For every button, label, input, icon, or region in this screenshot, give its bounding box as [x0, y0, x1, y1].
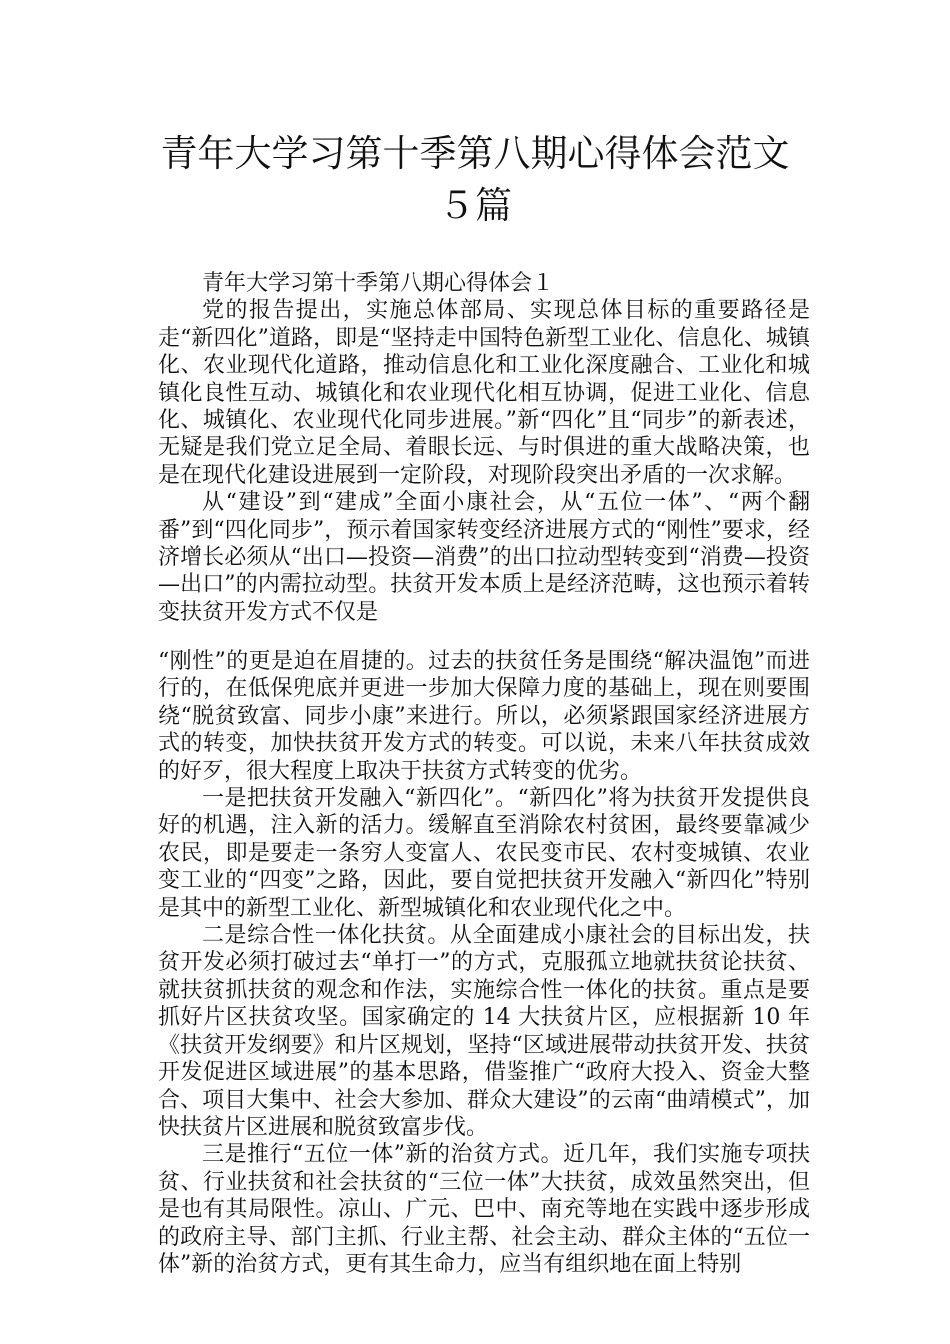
paragraph: 一是把扶贫开发融入“新四化”。“新四化”将为扶贫开发提供良好的机遇，注入新的活力。缓解直至消除农村贫困，最终要靠减少农民，即是要走一条穷人变富人、农民变市民、农村变城镇、农业变工业的“四变”之路，因此，要自觉把扶贫开发融入“新四化”特别是其中的新型工业化、新型城镇化和农业现代化之中。 — [158, 786, 810, 921]
paragraph: 三是推行“五位一体”新的治贫方式。近几年，我们实施专项扶贫、行业扶贫和社会扶贫的“三位一体”大扶贫，成效虽然突出，但是也有其局限性。凉山、广元、巴中、南充等地在实践中逐步形成的政府主导、部门主抓、行业主帮、社会主动、群众主体的“五位一体”新的治贫方式，更有其生命力，应当有组织地在面上特别 — [158, 1142, 810, 1277]
paragraph: 二是综合性一体化扶贫。从全面建成小康社会的目标出发，扶贫开发必须打破过去“单打一”的方式，克服孤立地就扶贫论扶贫、就扶贫抓扶贫的观念和作法，实施综合性一体化的扶贫。重点是要抓好片区扶贫攻坚。国家确定的 14 大扶贫片区，应根据新 10 年《扶贫开发纲要》和片区规划，坚持“区域进展带动扶贫开发、扶贫开发促进区域进展”的基本思路，借鉴推广“政府大投入、资金大整合、项目大集中、社会大参加、群众大建设”的云南“曲靖模式”，加快扶贫片区进展和脱贫致富步伐。 — [158, 923, 810, 1140]
body-block-lower — [158, 648, 810, 1278]
section-heading: 青年大学习第十季第八期心得体会１ — [202, 271, 555, 296]
body-block-upper — [158, 270, 810, 626]
paragraph: 党的报告提出，实施总体部局、实现总体目标的重要路径是走“新四化”道路，即是“坚持走中国特色新型工业化、信息化、城镇化、农业现代化道路，推动信息化和工业化深度融合、工业化和城镇化良性互动、城镇化和农业现代化相互协调，促进工业化、信息化、城镇化、农业现代化同步进展。”新“四化”且“同步”的新表述，无疑是我们党立足全局、着眼长远、与时俱进的重大战略决策，也是在现代化建设进展到一定阶段，对现阶段突出矛盾的一次求解。 — [158, 298, 810, 488]
document-title: 青年大学习第十季第八期心得体会范文５篇 — [160, 132, 790, 227]
paragraph-continuation: “刚性”的更是迫在眉捷的。过去的扶贫任务是围绕“解决温饱”而进行的，在低保兜底并更进一步加大保障力度的基础上，现在则要围绕“脱贫致富、同步小康”来进行。所以，必须紧跟国家经济进展方式的转变，加快扶贫开发方式的转变。可以说，未来八年扶贫成效的好歹，很大程度上取决于扶贫方式转变的优劣。 — [158, 649, 810, 784]
paragraph: 从“建设”到“建成”全面小康社会，从“五位一体”、“两个翻番”到“四化同步”，预示着国家转变经济进展方式的“刚性”要求，经济增长必须从“出口—投资—消费”的出口拉动型转变到“消费—投资—出口”的内需拉动型。扶贫开发本质上是经济范畴，这也预示着转变扶贫开发方式不仅是 — [158, 490, 810, 625]
